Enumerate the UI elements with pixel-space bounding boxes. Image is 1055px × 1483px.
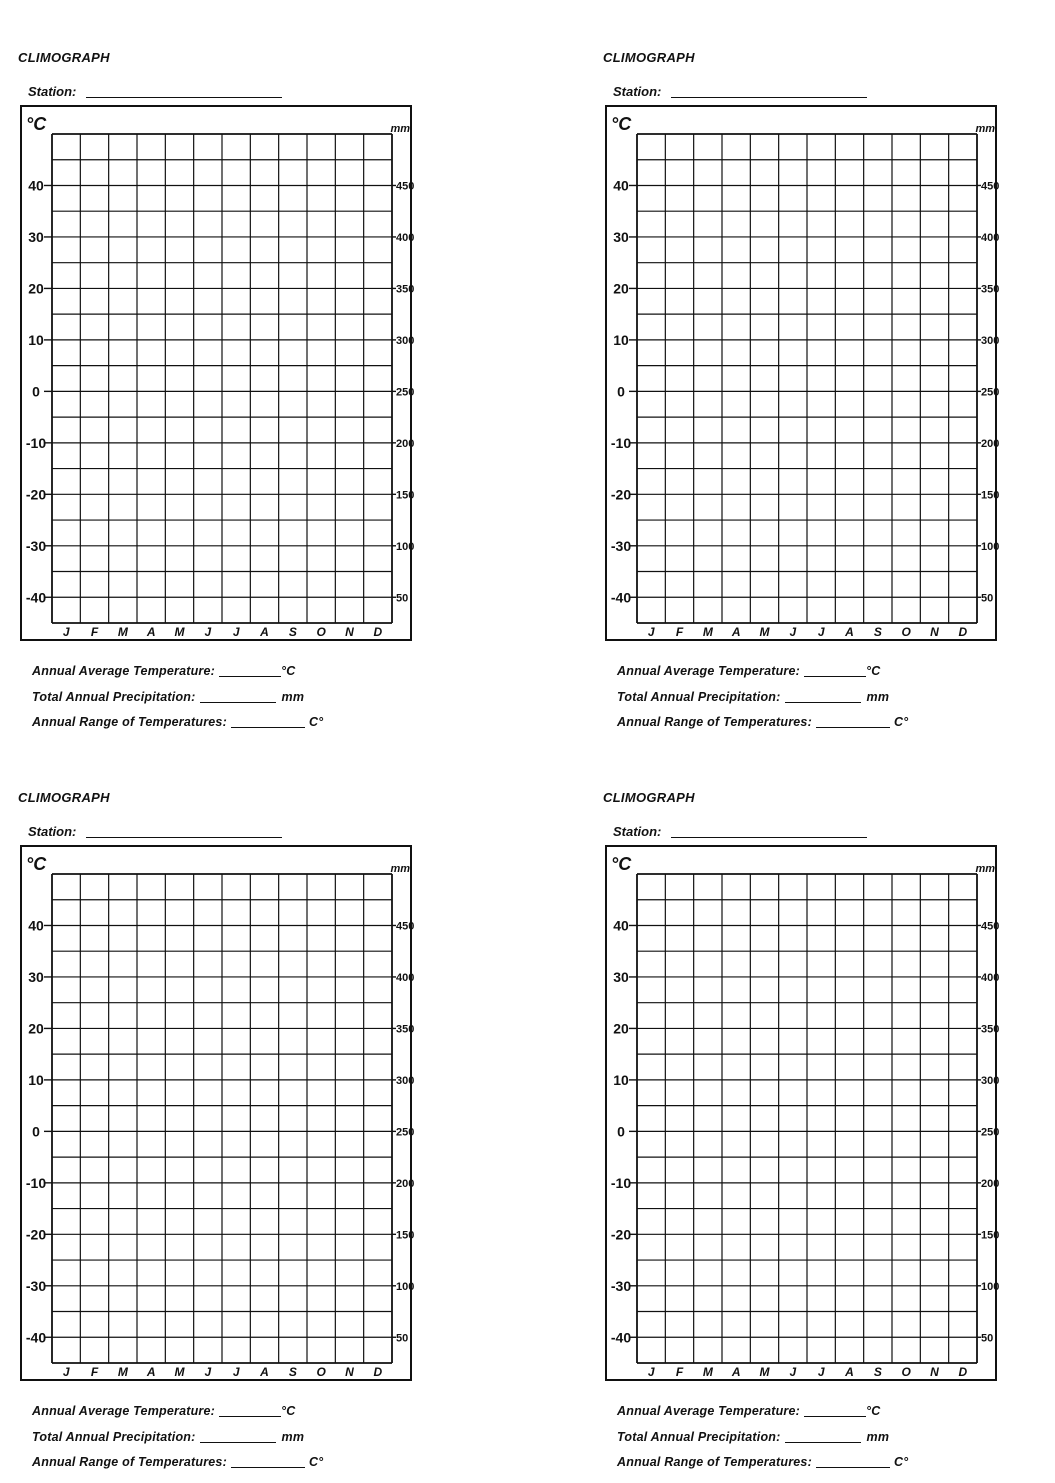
month-label: A [845, 1365, 854, 1379]
avg-temp-unit: °C [281, 1404, 296, 1418]
climograph-grid [22, 847, 414, 1383]
month-label: J [817, 1365, 825, 1379]
month-label: O [901, 1365, 911, 1379]
temp-tick-label: 0 [617, 383, 625, 400]
month-label: J [789, 625, 797, 639]
station-label: Station: [613, 84, 662, 99]
month-label: M [702, 1365, 713, 1379]
precip-tick-label: 150 [981, 1229, 999, 1242]
precip-tick-label: 350 [396, 283, 414, 296]
precip-tick-label: 300 [396, 1074, 414, 1087]
month-label: A [731, 625, 741, 639]
temp-tick-label: 10 [613, 1071, 629, 1088]
temp-tick-label: -30 [25, 1277, 47, 1294]
month-label: J [62, 625, 70, 639]
month-label: O [901, 625, 911, 639]
month-label: D [958, 625, 968, 639]
temp-range-blank[interactable] [231, 727, 305, 728]
month-label: M [174, 625, 185, 639]
month-label: J [647, 1365, 655, 1379]
month-label: A [260, 1365, 269, 1379]
month-label: S [873, 1365, 882, 1379]
month-label: N [345, 1365, 354, 1379]
temp-range-unit: C° [893, 1455, 909, 1469]
celsius-unit-label: °C [611, 114, 632, 134]
precip-tick-label: 50 [981, 1332, 994, 1345]
month-label: O [316, 625, 326, 639]
precip-tick-label: 350 [981, 283, 999, 296]
temp-tick-label: 10 [28, 331, 44, 348]
climograph-panel-3 [18, 790, 448, 1480]
precip-total-unit: mm [866, 690, 890, 704]
temp-tick-label: 10 [28, 1071, 44, 1088]
precip-total-blank[interactable] [200, 702, 276, 703]
temp-tick-label: -10 [25, 434, 47, 451]
mm-unit-label: mm [390, 123, 410, 135]
month-label: J [204, 1365, 212, 1379]
avg-temp-row [617, 1404, 880, 1418]
precip-tick-label: 100 [981, 540, 999, 553]
avg-temp-label: Annual Average Temperature: [617, 1404, 800, 1418]
temp-tick-label: 20 [613, 280, 629, 297]
month-label: J [232, 625, 240, 639]
temp-tick-label: -20 [25, 486, 47, 503]
station-field[interactable] [28, 84, 282, 99]
month-label: N [345, 625, 354, 639]
month-label: F [90, 625, 99, 639]
precip-total-row [617, 690, 889, 704]
precip-total-unit: mm [281, 690, 305, 704]
precip-total-row [32, 1430, 304, 1444]
precip-tick-label: 150 [396, 489, 414, 502]
temp-range-blank[interactable] [816, 727, 890, 728]
climograph-grid [607, 847, 999, 1383]
avg-temp-row [32, 664, 295, 678]
temp-tick-label: -30 [610, 537, 632, 554]
temp-range-label: Annual Range of Temperatures: [32, 715, 227, 729]
precip-tick-label: 450 [396, 920, 414, 933]
temp-tick-label: 20 [28, 1020, 44, 1037]
temp-range-label: Annual Range of Temperatures: [32, 1455, 227, 1469]
precip-tick-label: 450 [981, 920, 999, 933]
precip-tick-label: 450 [396, 180, 414, 193]
month-label: J [789, 1365, 797, 1379]
station-label: Station: [28, 824, 77, 839]
month-label: M [117, 1365, 128, 1379]
avg-temp-row [617, 664, 880, 678]
precip-tick-label: 100 [981, 1280, 999, 1293]
temp-tick-label: -10 [25, 1174, 47, 1191]
temp-tick-label: -40 [25, 589, 47, 606]
precip-tick-label: 100 [396, 540, 414, 553]
celsius-unit-label: °C [26, 854, 47, 874]
month-label: J [62, 1365, 70, 1379]
precip-total-row [617, 1430, 889, 1444]
precip-tick-label: 300 [396, 334, 414, 347]
temp-range-row [32, 1455, 323, 1469]
precip-total-blank[interactable] [785, 702, 861, 703]
precip-tick-label: 400 [396, 231, 414, 244]
precip-tick-label: 250 [981, 386, 999, 399]
temp-tick-label: 30 [28, 228, 44, 245]
precip-tick-label: 200 [981, 437, 999, 450]
mm-unit-label: mm [975, 123, 995, 135]
temp-tick-label: 30 [613, 968, 629, 985]
precip-tick-label: 400 [981, 231, 999, 244]
precip-tick-label: 400 [396, 971, 414, 984]
precip-total-label: Total Annual Precipitation: [617, 1430, 781, 1444]
precip-tick-label: 150 [981, 489, 999, 502]
temp-range-row [617, 715, 908, 729]
month-label: A [260, 625, 269, 639]
temp-tick-label: -30 [25, 537, 47, 554]
temp-range-unit: C° [893, 715, 909, 729]
month-label: F [675, 625, 684, 639]
temp-tick-label: 30 [28, 968, 44, 985]
station-blank-line[interactable] [86, 837, 282, 838]
station-label: Station: [28, 84, 77, 99]
month-label: M [759, 1365, 770, 1379]
month-label: S [873, 625, 882, 639]
precip-tick-label: 200 [396, 437, 414, 450]
month-label: J [817, 625, 825, 639]
precip-total-unit: mm [866, 1430, 890, 1444]
month-label: N [930, 625, 939, 639]
temp-tick-label: -20 [610, 486, 632, 503]
station-field[interactable] [613, 84, 867, 99]
temp-tick-label: 20 [613, 1020, 629, 1037]
avg-temp-blank[interactable] [219, 676, 281, 677]
avg-temp-label: Annual Average Temperature: [32, 664, 215, 678]
temp-range-blank[interactable] [816, 1467, 890, 1468]
temp-range-row [32, 715, 323, 729]
temp-tick-label: -40 [610, 1329, 632, 1346]
temp-tick-label: 0 [617, 1123, 625, 1140]
climograph-grid [607, 107, 999, 643]
month-label: D [373, 625, 383, 639]
precip-tick-label: 300 [981, 334, 999, 347]
temp-range-unit: C° [308, 1455, 324, 1469]
temp-tick-label: 40 [28, 917, 44, 934]
chart-frame [20, 105, 412, 641]
celsius-unit-label: °C [611, 854, 632, 874]
station-field[interactable] [613, 824, 867, 839]
temp-range-blank[interactable] [231, 1467, 305, 1468]
precip-tick-label: 250 [981, 1126, 999, 1139]
temp-tick-label: -20 [25, 1226, 47, 1243]
climograph-title: CLIMOGRAPH [603, 50, 695, 65]
temp-tick-label: -40 [610, 589, 632, 606]
month-label: A [146, 1365, 156, 1379]
month-label: A [731, 1365, 741, 1379]
month-label: M [174, 1365, 185, 1379]
climograph-panel-4 [603, 790, 1033, 1480]
precip-tick-label: 350 [396, 1023, 414, 1036]
temp-range-unit: C° [308, 715, 324, 729]
avg-temp-label: Annual Average Temperature: [617, 664, 800, 678]
temp-tick-label: -20 [610, 1226, 632, 1243]
avg-temp-unit: °C [866, 664, 881, 678]
precip-tick-label: 450 [981, 180, 999, 193]
precip-total-label: Total Annual Precipitation: [32, 1430, 196, 1444]
avg-temp-label: Annual Average Temperature: [32, 1404, 215, 1418]
month-label: F [675, 1365, 684, 1379]
avg-temp-blank[interactable] [804, 1416, 866, 1417]
temp-tick-label: -10 [610, 434, 632, 451]
avg-temp-unit: °C [866, 1404, 881, 1418]
month-label: J [204, 625, 212, 639]
temp-tick-label: 0 [32, 383, 40, 400]
climograph-grid [22, 107, 414, 643]
precip-tick-label: 250 [396, 386, 414, 399]
climograph-title: CLIMOGRAPH [18, 50, 110, 65]
climograph-panel-2 [603, 50, 1033, 740]
climograph-title: CLIMOGRAPH [603, 790, 695, 805]
month-label: N [930, 1365, 939, 1379]
month-label: F [90, 1365, 99, 1379]
precip-tick-label: 350 [981, 1023, 999, 1036]
temp-tick-label: -40 [25, 1329, 47, 1346]
month-label: J [647, 625, 655, 639]
month-label: D [958, 1365, 968, 1379]
month-label: M [759, 625, 770, 639]
celsius-unit-label: °C [26, 114, 47, 134]
climograph-title: CLIMOGRAPH [18, 790, 110, 805]
precip-total-row [32, 690, 304, 704]
precip-tick-label: 100 [396, 1280, 414, 1293]
avg-temp-unit: °C [281, 664, 296, 678]
precip-tick-label: 150 [396, 1229, 414, 1242]
month-label: M [117, 625, 128, 639]
station-field[interactable] [28, 824, 282, 839]
station-blank-line[interactable] [671, 837, 867, 838]
precip-tick-label: 50 [396, 1332, 409, 1345]
precip-tick-label: 250 [396, 1126, 414, 1139]
temp-range-label: Annual Range of Temperatures: [617, 1455, 812, 1469]
month-label: S [288, 625, 297, 639]
precip-tick-label: 400 [981, 971, 999, 984]
temp-tick-label: 40 [613, 177, 629, 194]
precip-total-blank[interactable] [785, 1442, 861, 1443]
chart-frame [605, 845, 997, 1381]
month-label: O [316, 1365, 326, 1379]
avg-temp-blank[interactable] [804, 676, 866, 677]
avg-temp-blank[interactable] [219, 1416, 281, 1417]
temp-tick-label: 10 [613, 331, 629, 348]
chart-frame [605, 105, 997, 641]
month-label: D [373, 1365, 383, 1379]
month-label: S [288, 1365, 297, 1379]
temp-tick-label: 0 [32, 1123, 40, 1140]
station-label: Station: [613, 824, 662, 839]
temp-tick-label: 40 [613, 917, 629, 934]
station-blank-line[interactable] [86, 97, 282, 98]
month-label: M [702, 625, 713, 639]
precip-total-label: Total Annual Precipitation: [32, 690, 196, 704]
mm-unit-label: mm [390, 863, 410, 875]
precip-tick-label: 200 [981, 1177, 999, 1190]
month-label: J [232, 1365, 240, 1379]
precip-total-blank[interactable] [200, 1442, 276, 1443]
precip-tick-label: 200 [396, 1177, 414, 1190]
temp-tick-label: 20 [28, 280, 44, 297]
month-label: A [146, 625, 156, 639]
precip-total-label: Total Annual Precipitation: [617, 690, 781, 704]
temp-tick-label: -30 [610, 1277, 632, 1294]
temp-range-label: Annual Range of Temperatures: [617, 715, 812, 729]
month-label: A [845, 625, 854, 639]
chart-frame [20, 845, 412, 1381]
station-blank-line[interactable] [671, 97, 867, 98]
temp-tick-label: -10 [610, 1174, 632, 1191]
precip-tick-label: 50 [396, 592, 409, 605]
temp-tick-label: 30 [613, 228, 629, 245]
precip-tick-label: 300 [981, 1074, 999, 1087]
mm-unit-label: mm [975, 863, 995, 875]
climograph-panel-1 [18, 50, 448, 740]
precip-total-unit: mm [281, 1430, 305, 1444]
temp-tick-label: 40 [28, 177, 44, 194]
avg-temp-row [32, 1404, 295, 1418]
precip-tick-label: 50 [981, 592, 994, 605]
temp-range-row [617, 1455, 908, 1469]
